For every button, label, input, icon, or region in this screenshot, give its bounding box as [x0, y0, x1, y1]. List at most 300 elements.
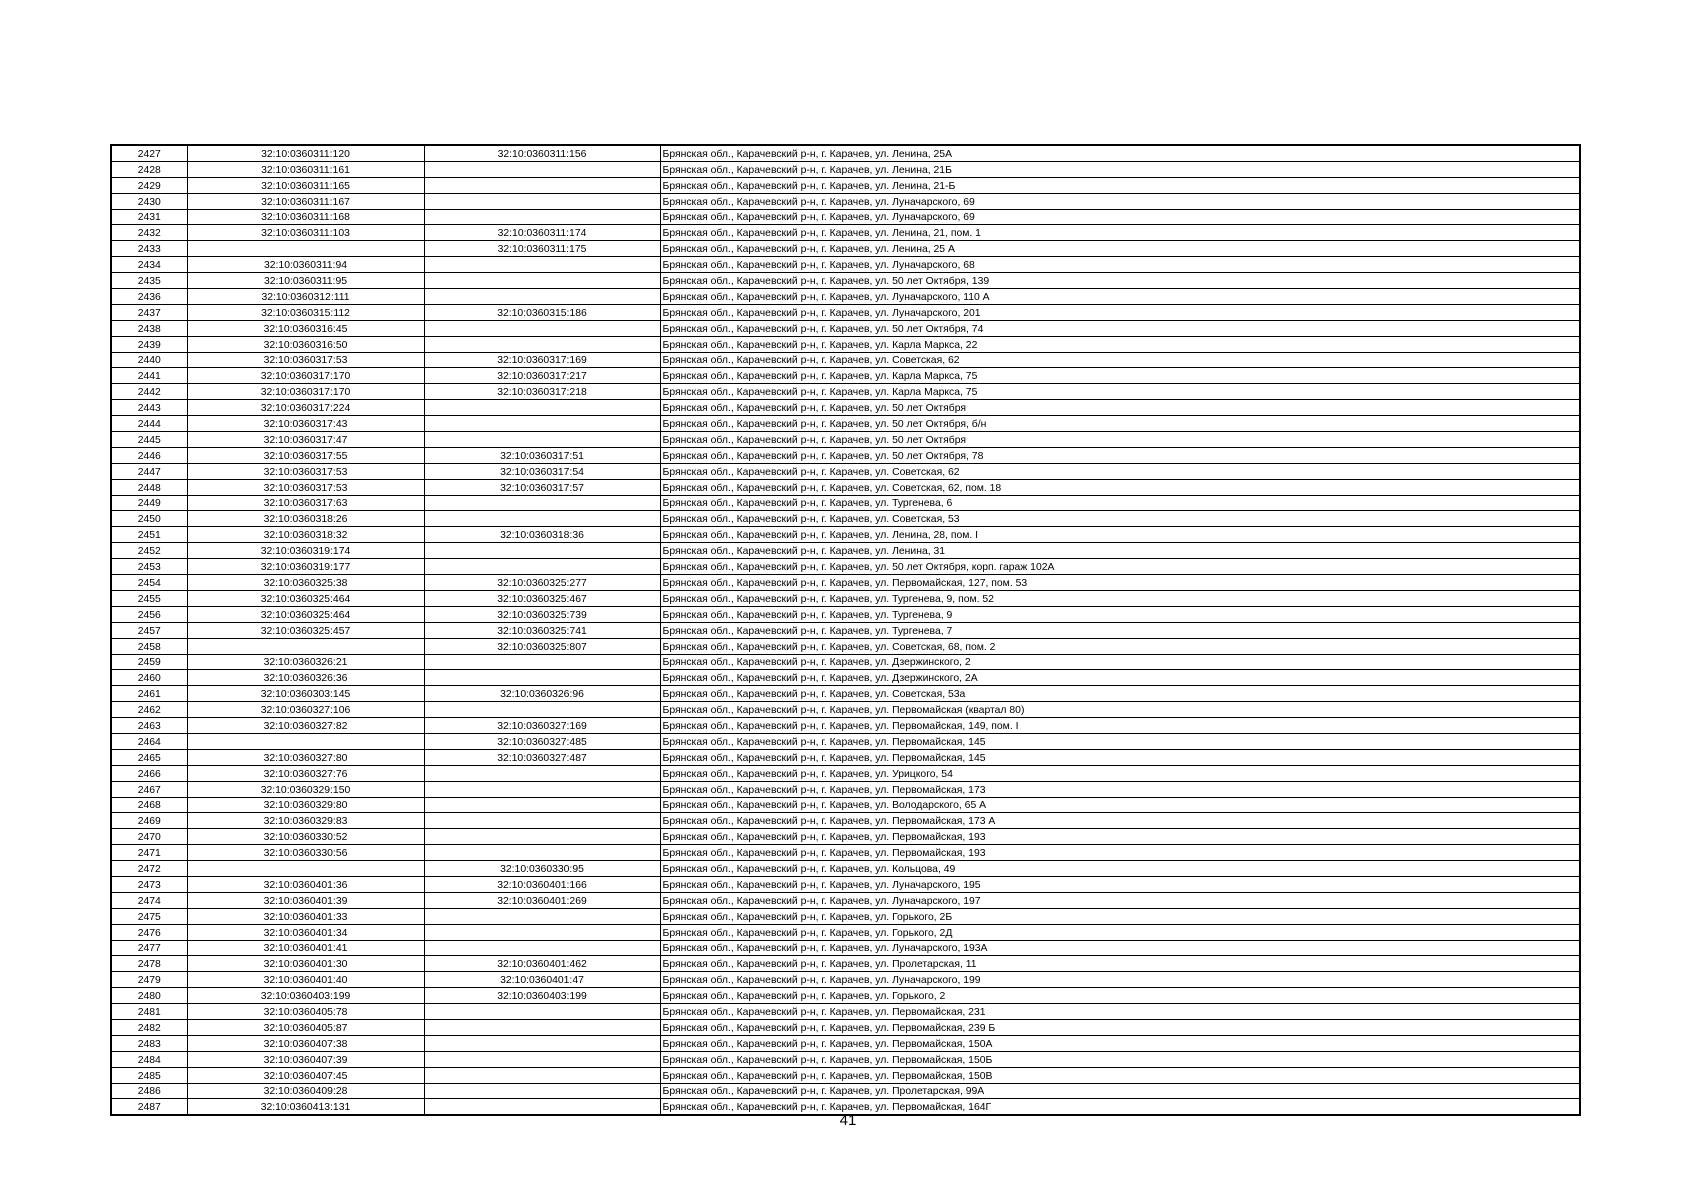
- address-cell: Брянская обл., Карачевский р-н, г. Карачев, ул. Луначарского, 110 А: [660, 289, 1580, 305]
- related-cadastral-number-cell: [424, 495, 660, 511]
- address-cell: Брянская обл., Карачевский р-н, г. Карачев, ул. Луначарского, 193А: [660, 940, 1580, 956]
- address-cell: Брянская обл., Карачевский р-н, г. Карачев, ул. Луначарского, 197: [660, 892, 1580, 908]
- row-number-cell: 2450: [111, 511, 187, 527]
- cadastral-number-cell: 32:10:0360407:39: [187, 1051, 424, 1067]
- address-cell: Брянская обл., Карачевский р-н, г. Карачев, ул. Володарского, 65 А: [660, 797, 1580, 813]
- related-cadastral-number-cell: [424, 416, 660, 432]
- row-number-cell: 2471: [111, 845, 187, 861]
- address-cell: Брянская обл., Карачевский р-н, г. Карачев, ул. Ленина, 31: [660, 543, 1580, 559]
- address-cell: Брянская обл., Карачевский р-н, г. Карачев, ул. Первомайская, 231: [660, 1004, 1580, 1020]
- address-cell: Брянская обл., Карачевский р-н, г. Карачев, ул. Кольцова, 49: [660, 861, 1580, 877]
- related-cadastral-number-cell: [424, 1004, 660, 1020]
- cadastral-number-cell: 32:10:0360326:36: [187, 670, 424, 686]
- table-row: [111, 1051, 1580, 1067]
- address-cell: Брянская обл., Карачевский р-н, г. Карачев, ул. 50 лет Октября, 78: [660, 447, 1580, 463]
- row-number-cell: 2474: [111, 892, 187, 908]
- related-cadastral-number-cell: 32:10:0360317:169: [424, 352, 660, 368]
- cadastral-number-cell: 32:10:0360317:170: [187, 368, 424, 384]
- cadastral-number-cell: 32:10:0360311:94: [187, 257, 424, 273]
- related-cadastral-number-cell: 32:10:0360330:95: [424, 861, 660, 877]
- related-cadastral-number-cell: 32:10:0360325:739: [424, 606, 660, 622]
- row-number-cell: 2456: [111, 606, 187, 622]
- row-number-cell: 2462: [111, 702, 187, 718]
- address-cell: Брянская обл., Карачевский р-н, г. Карачев, ул. Первомайская (квартал 80): [660, 702, 1580, 718]
- cadastral-number-cell: 32:10:0360319:177: [187, 559, 424, 575]
- table-row: [111, 145, 1580, 161]
- cadastral-number-cell: 32:10:0360311:120: [187, 145, 424, 161]
- related-cadastral-number-cell: [424, 924, 660, 940]
- related-cadastral-number-cell: 32:10:0360401:47: [424, 972, 660, 988]
- row-number-cell: 2480: [111, 988, 187, 1004]
- row-number-cell: 2432: [111, 225, 187, 241]
- address-cell: Брянская обл., Карачевский р-н, г. Карачев, ул. Первомайская, 239 Б: [660, 1019, 1580, 1035]
- table-row: [111, 845, 1580, 861]
- table-row: [111, 447, 1580, 463]
- row-number-cell: 2446: [111, 447, 187, 463]
- related-cadastral-number-cell: [424, 320, 660, 336]
- table-row: [111, 924, 1580, 940]
- cadastral-number-cell: 32:10:0360303:145: [187, 686, 424, 702]
- row-number-cell: 2438: [111, 320, 187, 336]
- table-row: [111, 352, 1580, 368]
- related-cadastral-number-cell: [424, 908, 660, 924]
- row-number-cell: 2475: [111, 908, 187, 924]
- address-cell: Брянская обл., Карачевский р-н, г. Карачев, ул. Первомайская, 173 А: [660, 813, 1580, 829]
- row-number-cell: 2434: [111, 257, 187, 273]
- row-number-cell: 2428: [111, 161, 187, 177]
- related-cadastral-number-cell: 32:10:0360311:156: [424, 145, 660, 161]
- related-cadastral-number-cell: [424, 829, 660, 845]
- table-row: [111, 670, 1580, 686]
- cadastral-number-cell: 32:10:0360311:167: [187, 193, 424, 209]
- row-number-cell: 2437: [111, 304, 187, 320]
- cadastral-number-cell: 32:10:0360329:150: [187, 781, 424, 797]
- table-row: [111, 733, 1580, 749]
- cadastral-number-cell: 32:10:0360407:38: [187, 1035, 424, 1051]
- table-row: [111, 797, 1580, 813]
- table-row: [111, 225, 1580, 241]
- table-row: [111, 463, 1580, 479]
- row-number-cell: 2427: [111, 145, 187, 161]
- table-row: [111, 400, 1580, 416]
- table-row: [111, 368, 1580, 384]
- cadastral-number-cell: 32:10:0360329:83: [187, 813, 424, 829]
- address-cell: Брянская обл., Карачевский р-н, г. Карачев, ул. Дзержинского, 2: [660, 654, 1580, 670]
- row-number-cell: 2435: [111, 273, 187, 289]
- related-cadastral-number-cell: 32:10:0360325:741: [424, 622, 660, 638]
- table-row: [111, 765, 1580, 781]
- cadastral-number-cell: 32:10:0360401:34: [187, 924, 424, 940]
- table-row: [111, 384, 1580, 400]
- related-cadastral-number-cell: 32:10:0360311:175: [424, 241, 660, 257]
- cadastral-number-cell: 32:10:0360317:224: [187, 400, 424, 416]
- cadastral-number-cell: 32:10:0360327:106: [187, 702, 424, 718]
- table-row: [111, 702, 1580, 718]
- cadastral-number-cell: 32:10:0360326:21: [187, 654, 424, 670]
- row-number-cell: 2460: [111, 670, 187, 686]
- cadastral-number-cell: 32:10:0360311:168: [187, 209, 424, 225]
- address-cell: Брянская обл., Карачевский р-н, г. Карачев, ул. Советская, 53а: [660, 686, 1580, 702]
- table-row: [111, 527, 1580, 543]
- cadastral-number-cell: 32:10:0360401:36: [187, 876, 424, 892]
- related-cadastral-number-cell: [424, 257, 660, 273]
- related-cadastral-number-cell: 32:10:0360318:36: [424, 527, 660, 543]
- table-row: [111, 622, 1580, 638]
- cadastral-number-cell: 32:10:0360317:43: [187, 416, 424, 432]
- address-cell: Брянская обл., Карачевский р-н, г. Карачев, ул. Тургенева, 9: [660, 606, 1580, 622]
- register-table-body: [111, 145, 1580, 1115]
- row-number-cell: 2464: [111, 733, 187, 749]
- related-cadastral-number-cell: [424, 543, 660, 559]
- address-cell: Брянская обл., Карачевский р-н, г. Карачев, ул. Луначарского, 68: [660, 257, 1580, 273]
- related-cadastral-number-cell: [424, 797, 660, 813]
- table-row: [111, 892, 1580, 908]
- cadastral-number-cell: 32:10:0360311:103: [187, 225, 424, 241]
- address-cell: Брянская обл., Карачевский р-н, г. Карачев, ул. Ленина, 21-Б: [660, 177, 1580, 193]
- cadastral-number-cell: 32:10:0360401:40: [187, 972, 424, 988]
- related-cadastral-number-cell: 32:10:0360317:217: [424, 368, 660, 384]
- address-cell: Брянская обл., Карачевский р-н, г. Карачев, ул. 50 лет Октября, 139: [660, 273, 1580, 289]
- page-number: 41: [839, 1112, 857, 1129]
- table-row: [111, 161, 1580, 177]
- cadastral-number-cell: 32:10:0360401:30: [187, 956, 424, 972]
- row-number-cell: 2482: [111, 1019, 187, 1035]
- table-row: [111, 432, 1580, 448]
- cadastral-number-cell: 32:10:0360317:47: [187, 432, 424, 448]
- address-cell: Брянская обл., Карачевский р-н, г. Карачев, ул. Тургенева, 7: [660, 622, 1580, 638]
- cadastral-number-cell: [187, 638, 424, 654]
- row-number-cell: 2476: [111, 924, 187, 940]
- address-cell: Брянская обл., Карачевский р-н, г. Карачев, ул. Первомайская, 193: [660, 845, 1580, 861]
- address-cell: Брянская обл., Карачевский р-н, г. Карачев, ул. Пролетарская, 11: [660, 956, 1580, 972]
- table-row: [111, 257, 1580, 273]
- table-row: [111, 495, 1580, 511]
- related-cadastral-number-cell: [424, 1067, 660, 1083]
- related-cadastral-number-cell: [424, 336, 660, 352]
- table-row: [111, 289, 1580, 305]
- table-row: [111, 304, 1580, 320]
- related-cadastral-number-cell: [424, 400, 660, 416]
- related-cadastral-number-cell: 32:10:0360325:467: [424, 590, 660, 606]
- row-number-cell: 2486: [111, 1083, 187, 1099]
- address-cell: Брянская обл., Карачевский р-н, г. Карачев, ул. Луначарского, 195: [660, 876, 1580, 892]
- row-number-cell: 2487: [111, 1099, 187, 1115]
- cadastral-number-cell: 32:10:0360401:41: [187, 940, 424, 956]
- cadastral-number-cell: 32:10:0360327:80: [187, 749, 424, 765]
- row-number-cell: 2451: [111, 527, 187, 543]
- related-cadastral-number-cell: [424, 670, 660, 686]
- cadastral-number-cell: 32:10:0360401:39: [187, 892, 424, 908]
- table-row: [111, 559, 1580, 575]
- cadastral-number-cell: 32:10:0360317:170: [187, 384, 424, 400]
- related-cadastral-number-cell: [424, 559, 660, 575]
- table-row: [111, 908, 1580, 924]
- row-number-cell: 2442: [111, 384, 187, 400]
- row-number-cell: 2444: [111, 416, 187, 432]
- address-cell: Брянская обл., Карачевский р-н, г. Карачев, ул. Пролетарская, 99А: [660, 1083, 1580, 1099]
- address-cell: Брянская обл., Карачевский р-н, г. Карачев, ул. Луначарского, 69: [660, 209, 1580, 225]
- cadastral-number-cell: 32:10:0360329:80: [187, 797, 424, 813]
- row-number-cell: 2430: [111, 193, 187, 209]
- address-cell: Брянская обл., Карачевский р-н, г. Карачев, ул. Первомайская, 145: [660, 733, 1580, 749]
- row-number-cell: 2463: [111, 718, 187, 734]
- cadastral-number-cell: 32:10:0360409:28: [187, 1083, 424, 1099]
- address-cell: Брянская обл., Карачевский р-н, г. Карачев, ул. 50 лет Октября, б/н: [660, 416, 1580, 432]
- row-number-cell: 2457: [111, 622, 187, 638]
- table-row: [111, 972, 1580, 988]
- address-cell: Брянская обл., Карачевский р-н, г. Карачев, ул. Советская, 68, пом. 2: [660, 638, 1580, 654]
- cadastral-number-cell: 32:10:0360401:33: [187, 908, 424, 924]
- related-cadastral-number-cell: 32:10:0360401:269: [424, 892, 660, 908]
- cadastral-number-cell: 32:10:0360317:53: [187, 352, 424, 368]
- table-row: [111, 988, 1580, 1004]
- address-cell: Брянская обл., Карачевский р-н, г. Карачев, ул. Первомайская, 150Б: [660, 1051, 1580, 1067]
- related-cadastral-number-cell: [424, 161, 660, 177]
- cadastral-number-cell: 32:10:0360316:50: [187, 336, 424, 352]
- table-row: [111, 209, 1580, 225]
- cadastral-number-cell: 32:10:0360311:95: [187, 273, 424, 289]
- address-cell: Брянская обл., Карачевский р-н, г. Карачев, ул. Урицкого, 54: [660, 765, 1580, 781]
- address-cell: Брянская обл., Карачевский р-н, г. Карачев, ул. Горького, 2Д: [660, 924, 1580, 940]
- address-cell: Брянская обл., Карачевский р-н, г. Карачев, ул. Первомайская, 193: [660, 829, 1580, 845]
- cadastral-number-cell: 32:10:0360330:52: [187, 829, 424, 845]
- row-number-cell: 2465: [111, 749, 187, 765]
- cadastral-number-cell: 32:10:0360317:63: [187, 495, 424, 511]
- related-cadastral-number-cell: [424, 1051, 660, 1067]
- related-cadastral-number-cell: [424, 511, 660, 527]
- row-number-cell: 2445: [111, 432, 187, 448]
- related-cadastral-number-cell: 32:10:0360317:51: [424, 447, 660, 463]
- row-number-cell: 2478: [111, 956, 187, 972]
- cadastral-number-cell: 32:10:0360316:45: [187, 320, 424, 336]
- row-number-cell: 2483: [111, 1035, 187, 1051]
- cadastral-number-cell: 32:10:0360405:87: [187, 1019, 424, 1035]
- address-cell: Брянская обл., Карачевский р-н, г. Карачев, ул. Луначарского, 199: [660, 972, 1580, 988]
- row-number-cell: 2433: [111, 241, 187, 257]
- related-cadastral-number-cell: 32:10:0360327:169: [424, 718, 660, 734]
- row-number-cell: 2447: [111, 463, 187, 479]
- address-cell: Брянская обл., Карачевский р-н, г. Карачев, ул. Горького, 2: [660, 988, 1580, 1004]
- cadastral-number-cell: 32:10:0360407:45: [187, 1067, 424, 1083]
- address-cell: Брянская обл., Карачевский р-н, г. Карачев, ул. Первомайская, 145: [660, 749, 1580, 765]
- address-cell: Брянская обл., Карачевский р-н, г. Карачев, ул. Советская, 62: [660, 352, 1580, 368]
- table-row: [111, 1019, 1580, 1035]
- address-cell: Брянская обл., Карачевский р-н, г. Карачев, ул. 50 лет Октября, 74: [660, 320, 1580, 336]
- address-cell: Брянская обл., Карачевский р-н, г. Карачев, ул. 50 лет Октября: [660, 432, 1580, 448]
- cadastral-number-cell: 32:10:0360317:55: [187, 447, 424, 463]
- related-cadastral-number-cell: [424, 1019, 660, 1035]
- cadastral-number-cell: 32:10:0360327:82: [187, 718, 424, 734]
- related-cadastral-number-cell: [424, 273, 660, 289]
- related-cadastral-number-cell: 32:10:0360325:277: [424, 575, 660, 591]
- row-number-cell: 2440: [111, 352, 187, 368]
- row-number-cell: 2458: [111, 638, 187, 654]
- related-cadastral-number-cell: [424, 654, 660, 670]
- related-cadastral-number-cell: 32:10:0360401:166: [424, 876, 660, 892]
- table-row: [111, 1083, 1580, 1099]
- row-number-cell: 2431: [111, 209, 187, 225]
- cadastral-number-cell: 32:10:0360325:38: [187, 575, 424, 591]
- row-number-cell: 2461: [111, 686, 187, 702]
- related-cadastral-number-cell: 32:10:0360403:199: [424, 988, 660, 1004]
- address-cell: Брянская обл., Карачевский р-н, г. Карачев, ул. Советская, 53: [660, 511, 1580, 527]
- row-number-cell: 2449: [111, 495, 187, 511]
- address-cell: Брянская обл., Карачевский р-н, г. Карачев, ул. Горького, 2Б: [660, 908, 1580, 924]
- related-cadastral-number-cell: [424, 193, 660, 209]
- table-row: [111, 1035, 1580, 1051]
- row-number-cell: 2459: [111, 654, 187, 670]
- address-cell: Брянская обл., Карачевский р-н, г. Карачев, ул. Дзержинского, 2А: [660, 670, 1580, 686]
- table-row: [111, 861, 1580, 877]
- cadastral-number-cell: 32:10:0360315:112: [187, 304, 424, 320]
- table-row: [111, 638, 1580, 654]
- row-number-cell: 2455: [111, 590, 187, 606]
- cadastral-number-cell: 32:10:0360405:78: [187, 1004, 424, 1020]
- cadastral-number-cell: 32:10:0360319:174: [187, 543, 424, 559]
- related-cadastral-number-cell: [424, 765, 660, 781]
- related-cadastral-number-cell: 32:10:0360401:462: [424, 956, 660, 972]
- row-number-cell: 2452: [111, 543, 187, 559]
- address-cell: Брянская обл., Карачевский р-н, г. Карачев, ул. Первомайская, 173: [660, 781, 1580, 797]
- address-cell: Брянская обл., Карачевский р-н, г. Карачев, ул. Первомайская, 127, пом. 53: [660, 575, 1580, 591]
- related-cadastral-number-cell: 32:10:0360317:57: [424, 479, 660, 495]
- table-row: [111, 320, 1580, 336]
- table-row: [111, 590, 1580, 606]
- related-cadastral-number-cell: [424, 1083, 660, 1099]
- address-cell: Брянская обл., Карачевский р-н, г. Карачев, ул. Ленина, 28, пом. I: [660, 527, 1580, 543]
- row-number-cell: 2436: [111, 289, 187, 305]
- related-cadastral-number-cell: [424, 177, 660, 193]
- address-cell: Брянская обл., Карачевский р-н, г. Карачев, ул. Ленина, 21, пом. 1: [660, 225, 1580, 241]
- table-row: [111, 575, 1580, 591]
- row-number-cell: 2484: [111, 1051, 187, 1067]
- row-number-cell: 2473: [111, 876, 187, 892]
- cadastral-number-cell: 32:10:0360403:199: [187, 988, 424, 1004]
- row-number-cell: 2469: [111, 813, 187, 829]
- address-cell: Брянская обл., Карачевский р-н, г. Карачев, ул. Ленина, 21Б: [660, 161, 1580, 177]
- table-row: [111, 813, 1580, 829]
- row-number-cell: 2481: [111, 1004, 187, 1020]
- address-cell: Брянская обл., Карачевский р-н, г. Карачев, ул. Советская, 62: [660, 463, 1580, 479]
- cadastral-number-cell: 32:10:0360318:26: [187, 511, 424, 527]
- cadastral-number-cell: [187, 241, 424, 257]
- cadastral-number-cell: 32:10:0360325:457: [187, 622, 424, 638]
- address-cell: Брянская обл., Карачевский р-н, г. Карачев, ул. Первомайская, 149, пом. I: [660, 718, 1580, 734]
- related-cadastral-number-cell: [424, 940, 660, 956]
- table-row: [111, 718, 1580, 734]
- cadastral-number-cell: 32:10:0360317:53: [187, 479, 424, 495]
- address-cell: Брянская обл., Карачевский р-н, г. Карачев, ул. Луначарского, 201: [660, 304, 1580, 320]
- table-row: [111, 940, 1580, 956]
- cadastral-number-cell: 32:10:0360325:464: [187, 590, 424, 606]
- table-row: [111, 177, 1580, 193]
- row-number-cell: 2454: [111, 575, 187, 591]
- cadastral-number-cell: 32:10:0360312:111: [187, 289, 424, 305]
- table-row: [111, 654, 1580, 670]
- related-cadastral-number-cell: [424, 813, 660, 829]
- table-row: [111, 749, 1580, 765]
- address-cell: Брянская обл., Карачевский р-н, г. Карачев, ул. Первомайская, 150В: [660, 1067, 1580, 1083]
- related-cadastral-number-cell: 32:10:0360317:54: [424, 463, 660, 479]
- table-row: [111, 829, 1580, 845]
- table-row: [111, 686, 1580, 702]
- table-row: [111, 416, 1580, 432]
- related-cadastral-number-cell: 32:10:0360311:174: [424, 225, 660, 241]
- cadastral-number-cell: 32:10:0360325:464: [187, 606, 424, 622]
- row-number-cell: 2429: [111, 177, 187, 193]
- table-row: [111, 876, 1580, 892]
- cadastral-number-cell: 32:10:0360317:53: [187, 463, 424, 479]
- row-number-cell: 2468: [111, 797, 187, 813]
- related-cadastral-number-cell: [424, 209, 660, 225]
- cadastral-number-cell: 32:10:0360311:165: [187, 177, 424, 193]
- address-cell: Брянская обл., Карачевский р-н, г. Карачев, ул. 50 лет Октября: [660, 400, 1580, 416]
- table-row: [111, 606, 1580, 622]
- table-row: [111, 1067, 1580, 1083]
- related-cadastral-number-cell: 32:10:0360325:807: [424, 638, 660, 654]
- cadastral-number-cell: 32:10:0360413:131: [187, 1099, 424, 1115]
- table-row: [111, 543, 1580, 559]
- address-cell: Брянская обл., Карачевский р-н, г. Карачев, ул. Карла Маркса, 22: [660, 336, 1580, 352]
- table-row: [111, 479, 1580, 495]
- cadastral-number-cell: 32:10:0360327:76: [187, 765, 424, 781]
- table-row: [111, 511, 1580, 527]
- address-cell: Брянская обл., Карачевский р-н, г. Карачев, ул. Тургенева, 9, пом. 52: [660, 590, 1580, 606]
- row-number-cell: 2472: [111, 861, 187, 877]
- table-row: [111, 956, 1580, 972]
- related-cadastral-number-cell: [424, 432, 660, 448]
- cadastral-number-cell: 32:10:0360330:56: [187, 845, 424, 861]
- address-cell: Брянская обл., Карачевский р-н, г. Карачев, ул. Карла Маркса, 75: [660, 384, 1580, 400]
- related-cadastral-number-cell: [424, 781, 660, 797]
- cadastral-number-cell: [187, 861, 424, 877]
- address-cell: Брянская обл., Карачевский р-н, г. Карачев, ул. Ленина, 25 А: [660, 241, 1580, 257]
- table-row: [111, 1004, 1580, 1020]
- row-number-cell: 2443: [111, 400, 187, 416]
- related-cadastral-number-cell: [424, 845, 660, 861]
- address-cell: Брянская обл., Карачевский р-н, г. Карачев, ул. Карла Маркса, 75: [660, 368, 1580, 384]
- table-row: [111, 241, 1580, 257]
- related-cadastral-number-cell: 32:10:0360315:186: [424, 304, 660, 320]
- row-number-cell: 2448: [111, 479, 187, 495]
- row-number-cell: 2441: [111, 368, 187, 384]
- address-cell: Брянская обл., Карачевский р-н, г. Карачев, ул. 50 лет Октября, корп. гараж 102А: [660, 559, 1580, 575]
- register-table: [110, 144, 1581, 1116]
- address-cell: Брянская обл., Карачевский р-н, г. Карачев, ул. Первомайская, 164Г: [660, 1099, 1580, 1115]
- row-number-cell: 2467: [111, 781, 187, 797]
- address-cell: Брянская обл., Карачевский р-н, г. Карачев, ул. Луначарского, 69: [660, 193, 1580, 209]
- row-number-cell: 2479: [111, 972, 187, 988]
- address-cell: Брянская обл., Карачевский р-н, г. Карачев, ул. Советская, 62, пом. 18: [660, 479, 1580, 495]
- row-number-cell: 2485: [111, 1067, 187, 1083]
- related-cadastral-number-cell: 32:10:0360326:96: [424, 686, 660, 702]
- cadastral-number-cell: 32:10:0360318:32: [187, 527, 424, 543]
- table-row: [111, 781, 1580, 797]
- row-number-cell: 2439: [111, 336, 187, 352]
- cadastral-number-cell: [187, 733, 424, 749]
- related-cadastral-number-cell: 32:10:0360327:485: [424, 733, 660, 749]
- row-number-cell: 2466: [111, 765, 187, 781]
- related-cadastral-number-cell: 32:10:0360327:487: [424, 749, 660, 765]
- related-cadastral-number-cell: [424, 702, 660, 718]
- table-row: [111, 273, 1580, 289]
- address-cell: Брянская обл., Карачевский р-н, г. Карачев, ул. Ленина, 25А: [660, 145, 1580, 161]
- table-row: [111, 336, 1580, 352]
- related-cadastral-number-cell: 32:10:0360317:218: [424, 384, 660, 400]
- row-number-cell: 2470: [111, 829, 187, 845]
- cadastral-number-cell: 32:10:0360311:161: [187, 161, 424, 177]
- related-cadastral-number-cell: [424, 1035, 660, 1051]
